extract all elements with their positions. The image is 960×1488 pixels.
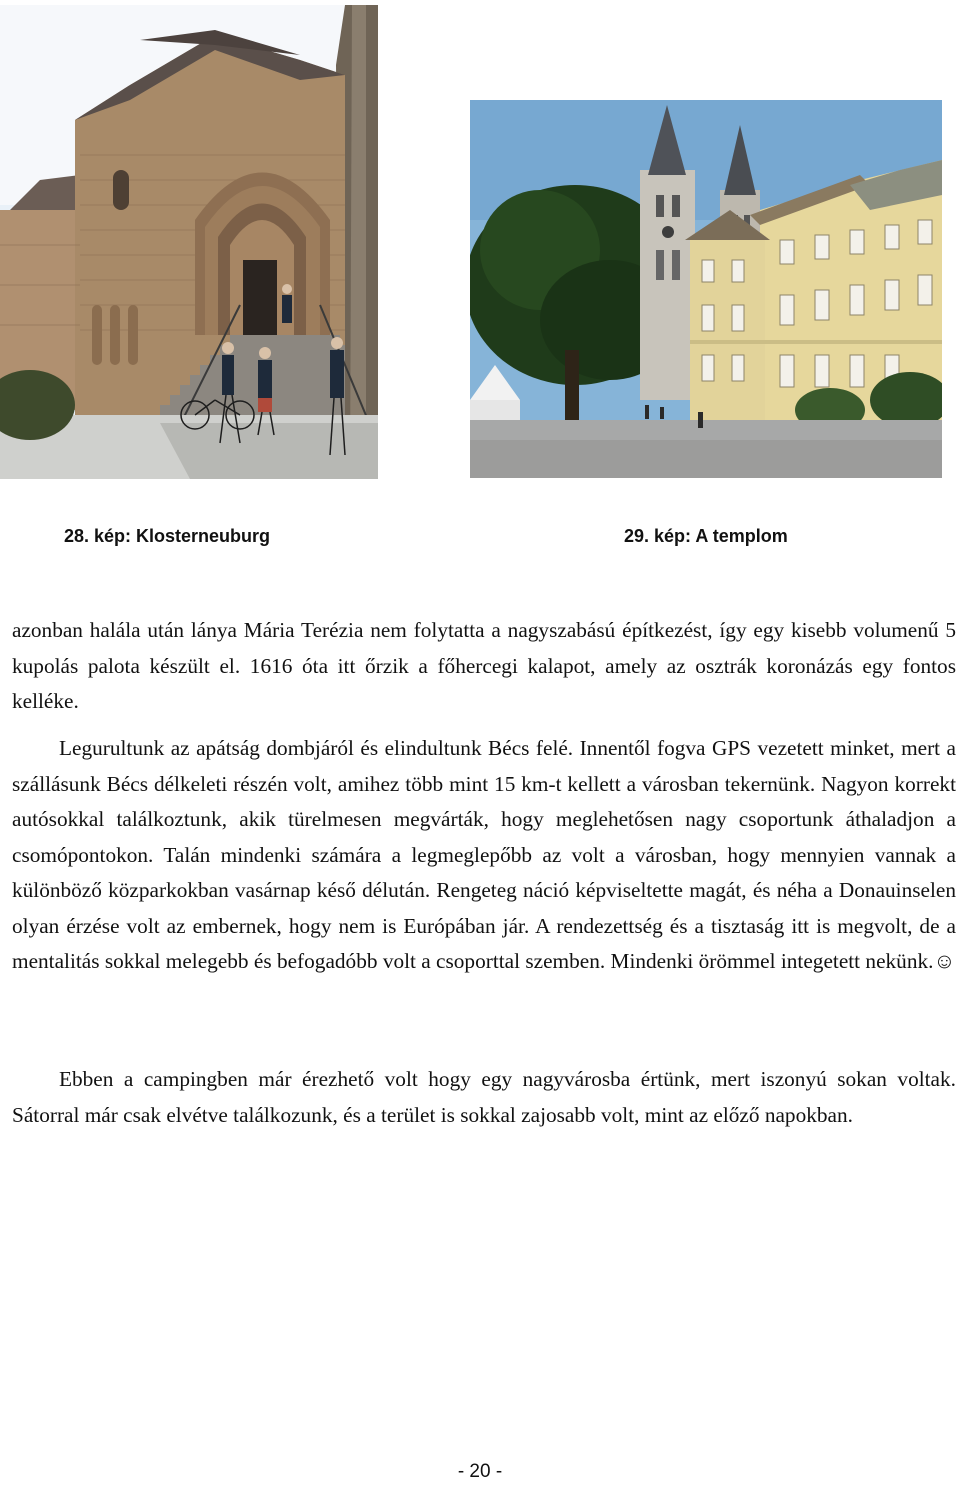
paragraph-text: Legurultunk az apátság dombjáról és elindultunk Bécs felé. Innentől fogva GPS vezetett minket, mert a szállásunk Bécs délkeleti részén volt, amihez több mint 15 km-t kellett a városban tekernünk. Nagyon korrekt autósokkal találkoztunk, akik türelmesen megvárták, hogy meglehetősen nagy csoportunk áthaladjon a csomópontokon. Talán mindenki számára a legmeglepőbb az volt a városban, hogy mennyien vannak a különböző közparkokban vasárnap késő délután. Rengeteg náció képviseltette magát, és néha a Donauinselen olyan érzése volt az embernek, hogy nem is Európában jár. A rendezettség és a tisztaság itt is megvolt, de a mentalitás sokkal melegebb és befogadóbb volt a csoporttal szemben. Mindenki örömmel integetett nekünk.☺	[12, 736, 956, 973]
caption-photo-29: 29. kép: A templom	[624, 526, 788, 546]
paragraph-text: Ebben a campingben már érezhető volt hogy egy nagyvárosba értünk, mert iszonyú sokan voltak. Sátorral már csak elvétve találkozunk, és a terület is sokkal zajosabb volt, mint az előző napokban.	[12, 1067, 956, 1127]
body-paragraph-3	[12, 1062, 956, 1133]
photo-klosterneuburg	[0, 5, 378, 479]
photo-templom-image	[470, 100, 942, 478]
caption-photo-28: 28. kép: Klosterneuburg	[64, 526, 271, 546]
page-number: - 20 -	[457, 1461, 503, 1482]
paragraph-text: azonban halála után lánya Mária Terézia nem folytatta a nagyszabású építkezést, így egy kisebb volumenű 5 kupolás palota készült el. 1616 óta itt őrzik a főhercegi kalapot, amely az osztrák koronázás egy fontos kelléke.	[12, 618, 956, 713]
body-paragraph-2	[12, 731, 956, 980]
photo-klosterneuburg-image	[0, 5, 378, 479]
photo-templom	[470, 100, 942, 478]
body-paragraph-1	[12, 613, 956, 720]
